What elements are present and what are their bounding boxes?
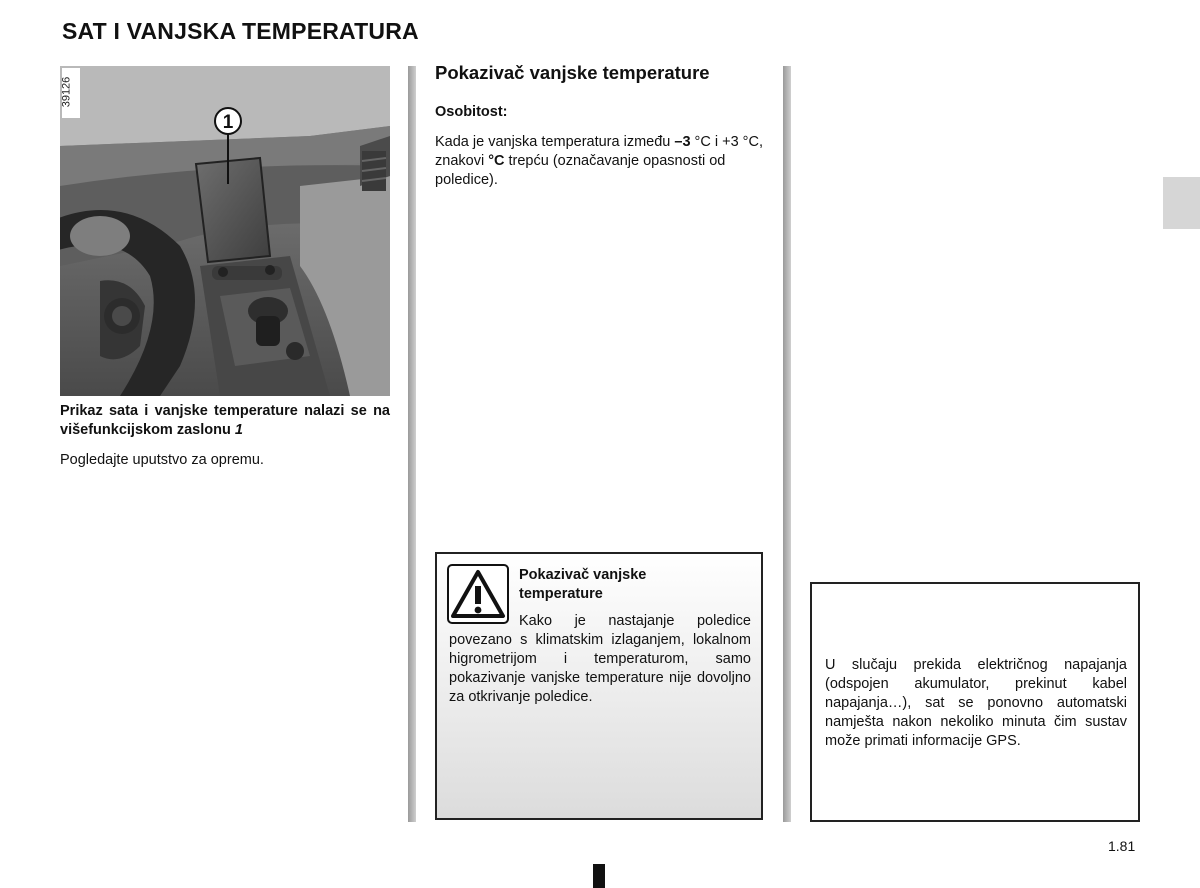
- note-box: [810, 582, 1140, 822]
- caption-ref: 1: [234, 422, 243, 438]
- warning-text: Kako je nastajanje poledice povezano s klimatskim izlaganjem, lokalnom higrometrijom i temperaturom, samo pokazivanje vanjske temperature nije dovoljno za otkrivanje poledice.: [449, 613, 751, 705]
- subheading: Osobitost:: [435, 104, 508, 120]
- warning-box: [435, 552, 763, 820]
- dashboard-photo: [60, 66, 390, 396]
- column-rule-right: [783, 66, 791, 822]
- section-heading: Pokazivač vanjske temperature: [435, 62, 710, 83]
- photo-code-label: 39126: [60, 76, 73, 108]
- page-number: 1.81: [1108, 838, 1136, 854]
- photo-caption: [60, 402, 390, 440]
- specifics-paragraph: Kada je vanjska temperatura između –3 °C i +3 °C, znakovi °C trepću (označavanje opasnosti od poledice).: [435, 134, 763, 188]
- page-title: SAT I VANJSKA TEMPERATURA: [62, 18, 419, 44]
- left-body-text: Pogledajte uputstvo za opremu.: [60, 452, 264, 468]
- callout-number: 1: [222, 112, 234, 133]
- photo-code: [62, 68, 80, 118]
- caption-text: Prikaz sata i vanjske temperature nalazi se na višefunkcijskom zaslonu: [60, 403, 390, 438]
- side-tab-marker: [1163, 177, 1200, 229]
- column-rule-left: [408, 66, 416, 822]
- note-text: U slučaju prekida električnog napajanja (odspojen akumulator, prekinut kabel napajanja…), sat se ponovno automatski namješta nakon nekoliko minuta čim sustav može primati informacije GPS.: [825, 657, 1127, 749]
- warning-title: Pokazivač vanjske temperature: [519, 567, 647, 602]
- footer-mark: [593, 864, 605, 888]
